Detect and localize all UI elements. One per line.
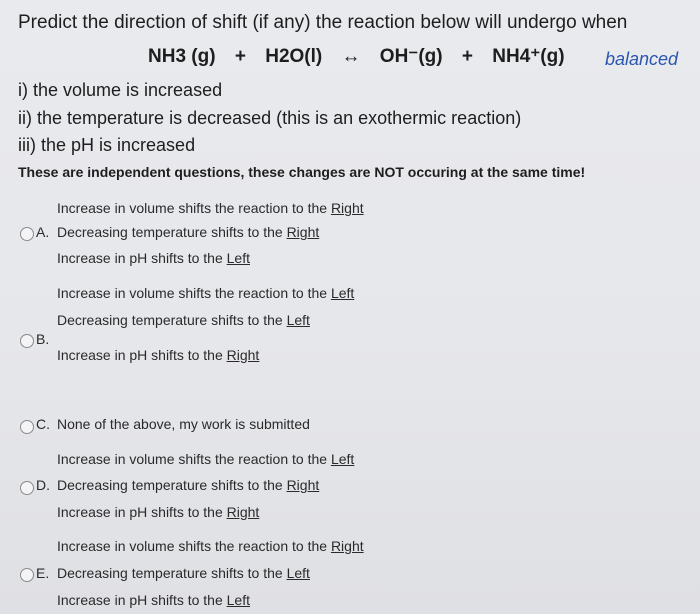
option-b-line-temperature[interactable]: Decreasing temperature shifts to the Left <box>57 312 310 328</box>
independence-note: These are independent questions, these changes are NOT occuring at the same time! <box>18 164 586 180</box>
option-c-letter[interactable]: C. <box>36 416 50 432</box>
option-a-line-ph[interactable]: Increase in pH shifts to the Left <box>57 250 250 266</box>
option-a-line-volume[interactable]: Increase in volume shifts the reaction to the Right <box>57 200 364 216</box>
option-e-radio[interactable] <box>20 568 34 582</box>
condition-volume: i) the volume is increased <box>18 80 223 100</box>
reactant-h2o: H2O(l) <box>265 46 323 67</box>
option-b-radio[interactable] <box>20 334 34 348</box>
product-nh4: NH4⁺(g) <box>492 46 565 67</box>
option-c-radio[interactable] <box>20 420 34 434</box>
option-e-line-volume[interactable]: Increase in volume shifts the reaction to the Right <box>57 538 364 554</box>
question-text: Predict the direction of shift (if any) the reaction below will undergo when <box>18 12 628 33</box>
option-b-line-ph[interactable]: Increase in pH shifts to the Right <box>57 347 260 363</box>
option-d-line-temperature[interactable]: Decreasing temperature shifts to the Right <box>57 477 320 493</box>
option-d-radio[interactable] <box>20 481 34 495</box>
option-a-letter[interactable]: A. <box>36 224 50 240</box>
option-a-radio[interactable] <box>20 227 34 241</box>
plus-sign: + <box>461 46 473 67</box>
option-d-letter[interactable]: D. <box>36 477 50 493</box>
option-d-line-volume[interactable]: Increase in volume shifts the reaction to the Left <box>57 451 355 467</box>
option-b-letter[interactable]: B. <box>36 331 50 347</box>
option-e-letter[interactable]: E. <box>36 565 50 581</box>
option-a-line-temperature[interactable]: Decreasing temperature shifts to the Right <box>57 224 320 240</box>
equilibrium-arrow-icon: ↔ <box>341 46 361 67</box>
product-oh: OH⁻(g) <box>379 46 443 67</box>
balanced-label: balanced <box>605 49 679 69</box>
chemical-equation <box>148 45 565 68</box>
reactant-nh3: NH3 (g) <box>148 46 216 67</box>
option-d-line-ph[interactable]: Increase in pH shifts to the Right <box>57 504 260 520</box>
condition-ph: iii) the pH is increased <box>18 135 196 155</box>
option-e-line-temperature[interactable]: Decreasing temperature shifts to the Left <box>57 565 310 581</box>
plus-sign: + <box>234 46 246 67</box>
option-e-line-ph[interactable]: Increase in pH shifts to the Left <box>57 592 250 608</box>
option-c-text[interactable]: None of the above, my work is submitted <box>57 416 310 432</box>
condition-temperature: ii) the temperature is decreased (this is an exothermic reaction) <box>18 108 522 128</box>
option-b-line-volume[interactable]: Increase in volume shifts the reaction to the Left <box>57 285 355 301</box>
